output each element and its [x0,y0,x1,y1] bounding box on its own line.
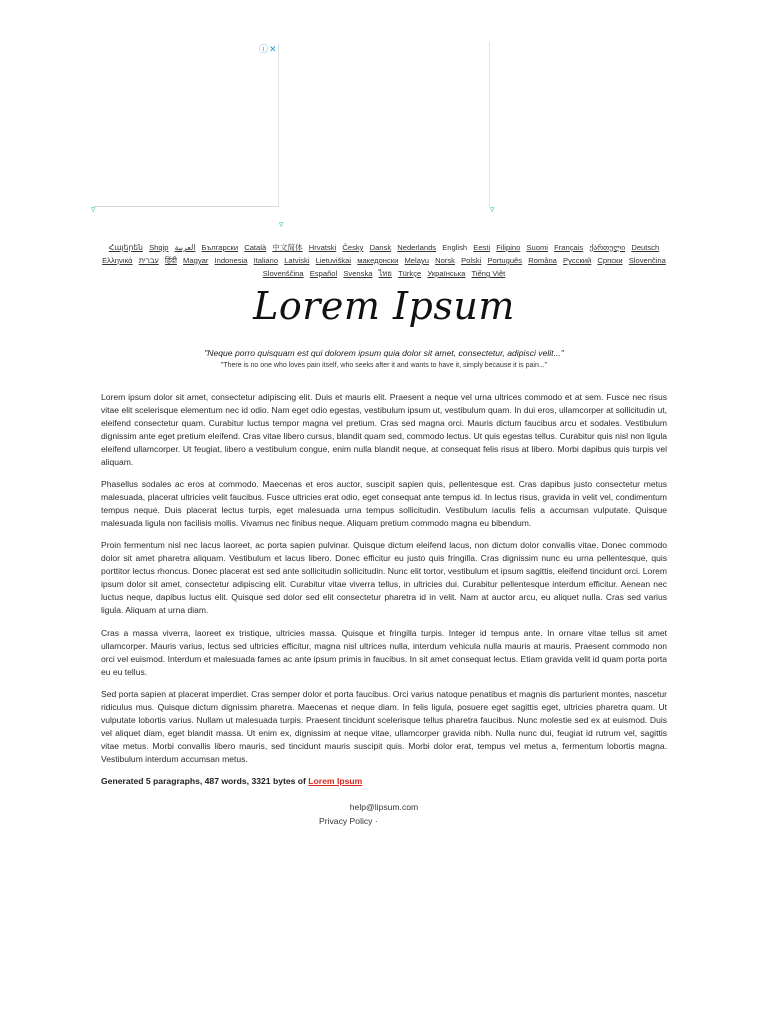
quote-latin: "Neque porro quisquam est qui dolorem ipsum quia dolor sit amet, consectetur, adipisci velit..." [204,348,564,358]
language-link[interactable]: Magyar [183,256,209,265]
language-link[interactable]: Français [554,243,584,252]
language-link[interactable]: Ελληνικά [102,256,133,265]
language-link[interactable]: हिंदी [164,256,177,265]
ad-frame [0,0,768,240]
language-link[interactable]: Nederlands [397,243,437,252]
lorem-paragraph: Cras a massa viverra, laoreet ex tristique, ultricies massa. Quisque et fringilla turpis. Integer id tempus ante. In ornare vitae tellus sit amet ullamcorper. Mauris varius, lectus sed ultricies efficitur, magna nisl ultrices nulla, interdum vehicula nulla mauris at mauris. Praesent commodo non orci vel euismod. Interdum et malesuada fames ac ante ipsum primis in faucibus. In sit amet consequat lectus. Etiam gravida velit id quam porta porta eu eu tellus. [101,628,667,677]
language-link[interactable]: Hrvatski [308,243,337,252]
adchoices-marker-icon[interactable]: ▿ [91,205,96,215]
language-link[interactable]: Česky [342,243,364,252]
language-list [96,241,672,280]
lorem-paragraph: Proin fermentum nisl nec lacus laoreet, ac porta sapien pulvinar. Quisque dictum eleifend lacus, non dictum dolor convallis vitae. Donec commodo dolor sit amet pharetra aliquam. Vestibulum et lacus libero. Donec efficitur eu justo quis fringilla. Cras dignissim nunc eu urna pellentesque, quis porttitor lectus rhoncus. Donec placerat est sed ante sollicitudin sollicitudin. Nunc elit tortor, vestibulum et ipsum sagittis, eleifend tincidunt orci. Lorem ipsum dolor sit amet, consectetur adipiscing elit. Curabitur vitae viverra tellus, in ultricies dui. Curabitur pellentesque interdum efficitur. Aenean nec luctus neque, dapibus luctus elit. Quisque sed dolor sed elit consectetur pharetra id in velit. Nam at auctor arcu, eu aliquet nulla. Cras sed varius ligula. Aliquam at urna diam. [101,540,667,615]
language-link[interactable]: Slovenčina [628,256,666,265]
language-link[interactable]: Eesti [473,243,491,252]
language-link[interactable]: English [442,243,468,252]
language-link[interactable]: Български [201,243,239,252]
lorem-paragraph: Sed porta sapien at placerat imperdiet. Cras semper dolor et porta faucibus. Orci varius natoque penatibus et magnis dis parturient montes, nascetur ridiculus mus. Quisque dictum dignissim pharetra. Maecenas et neque diam. In felis ligula, posuere eget sagittis eget, ultricies pharetra quam. Ut vulputate lobortis varius. Nullam ut malesuada turpis. Praesent tincidunt scelerisque tellus pharetra faucibus. Nunc molestie sed ex at euismod. Duis vel aliquet diam, eget blandit massa. Ut enim ex, dignissim at neque vitae, ullamcorper gravida nibh. Nulla nunc dui, feugiat id rutrum vel, sagittis vitae metus. Morbi convallis libero mauris, sed tincidunt mauris suscipit quis. Morbi dolor erat, tempus vel metus a, fermentum lobortis magna. Vestibulum interdum accumsan metus. [101,689,667,764]
language-link[interactable]: Româna [528,256,557,265]
page-title: Lorem Ipsum [253,284,515,328]
info-icon[interactable]: ⓘ [259,45,269,55]
language-link[interactable]: Српски [597,256,623,265]
language-link[interactable]: Melayu [404,256,429,265]
language-link[interactable]: 中文简体 [272,243,303,252]
contact-email[interactable]: help@lipsum.com [349,802,419,812]
language-link[interactable]: Latviski [284,256,310,265]
language-link[interactable]: Deutsch [631,243,660,252]
language-link[interactable]: Filipino [496,243,521,252]
language-link[interactable]: Svenska [343,269,373,278]
language-link[interactable]: македонски [357,256,399,265]
language-link[interactable]: Indonesia [214,256,248,265]
language-link[interactable]: ไทย [378,269,392,278]
language-link[interactable]: Slovenščina [262,269,304,278]
quote-english: "There is no one who loves pain itself, who seeks after it and wants to have it, simply because it is pain..." [220,362,548,369]
generated-summary [101,776,362,786]
privacy-policy-link[interactable]: Privacy Policy · [319,816,378,826]
close-icon[interactable]: ✕ [269,45,277,55]
lorem-ipsum-link[interactable]: Lorem Ipsum [308,776,363,786]
language-link[interactable]: Pyccкий [563,256,592,265]
language-link[interactable]: Lietuviškai [315,256,352,265]
language-link[interactable]: Català [244,243,267,252]
lorem-paragraph: Lorem ipsum dolor sit amet, consectetur adipiscing elit. Duis et mauris elit. Praesent a neque vel urna ultrices commodo et at sem. Fusce nec risus vitae elit scelerisque elementum nec id odio. Nam eget odio egestas, vestibulum ipsum ut, vestibulum quam. In dui eros, ullamcorper at sollicitudin ut, eleifend consectetur quam. Curabitur luctus tempor magna vel pretium. Cras sed magna orci. Mauris dictum faucibus arcu et sodales. Vestibulum dignissim ante eget pretium eleifend. Cras vitae libero cursus, blandit quam sed, commodo lectus. Ut quis egestas tellus. Curabitur quis nisl non ligula eleifend ullamcorper. Ut feugiat, libero a vestibulum congue, enim nulla blandit neque, at consequat felis risus at libero. Morbi dapibus quis turpis vel aliquam. [101,392,667,467]
language-link[interactable]: Español [309,269,338,278]
language-link[interactable]: ქართული [589,243,626,252]
language-link[interactable]: Norsk [435,256,455,265]
language-link[interactable]: Dansk [369,243,392,252]
generated-text: Generated 5 paragraphs, 487 words, 3321 bytes of [101,776,309,786]
adchoices-marker-icon[interactable]: ▿ [279,220,284,230]
language-link[interactable]: Українська [427,269,466,278]
ad-choices[interactable] [259,45,277,55]
language-link[interactable]: Tiếng Việt [471,269,506,278]
language-link[interactable]: Հայերեն [108,243,143,252]
language-link[interactable]: עברית [138,256,159,265]
language-link[interactable]: العربية [174,243,196,252]
language-link[interactable]: Português [487,256,523,265]
lorem-paragraph: Phasellus sodales ac eros at commodo. Maecenas et eros auctor, suscipit sapien quis, pellentesque est. Cras dapibus justo consectetur metus malesuada, placerat ultricies velit faucibus. Fusce ultricies erat odio, eget consequat ante tempus id. In lectus risus, gravida in velit vel, condimentum tempus neque. Duis placerat lectus turpis, eget malesuada urna tempus sollicitudin. Vestibulum iaculis felis a accumsan vulputate. Quisque malesuada ligula non facilisis mollis. Vivamus nec finibus neque. Aliquam pretium commodo magna eu bibendum. [101,479,667,528]
language-link[interactable]: Polski [461,256,482,265]
language-link[interactable]: Türkçe [398,269,422,278]
language-link[interactable]: Shqip [149,243,169,252]
language-link[interactable]: Italiano [253,256,279,265]
language-link[interactable]: Suomi [526,243,548,252]
adchoices-marker-icon[interactable]: ▿ [490,205,495,215]
